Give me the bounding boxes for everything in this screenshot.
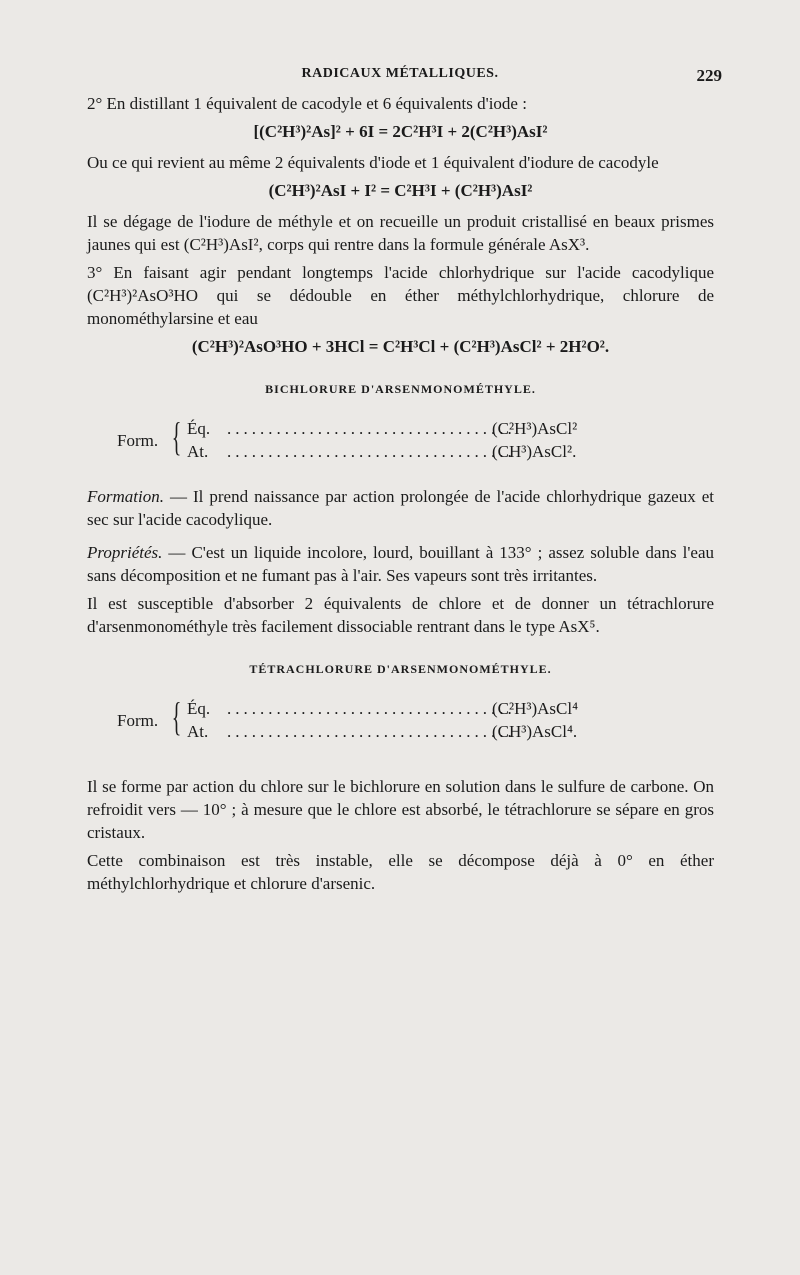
formula-label: Form. — [117, 711, 159, 730]
paragraph: 3° En faisant agir pendant longtemps l'acide chlorhydrique sur l'acide cacodylique (C²H³)²AsO³HO qui se dédouble en éther méthylchlorhydrique, chlorure de monométhylarsine et eau — [87, 263, 714, 328]
page-header — [0, 66, 800, 86]
formula-row-label: At. — [187, 722, 209, 741]
running-title: RADICAUX MÉTALLIQUES. — [301, 66, 499, 81]
formula-value: (C²H³)AsCl⁴ — [492, 699, 579, 718]
formula-block — [87, 413, 714, 469]
paragraph: 2° En distillant 1 équivalent de cacodyle et 6 équivalents d'iode : — [87, 94, 527, 113]
equation: [(C²H³)²As]² + 6I = 2C²H³I + 2(C²H³)AsI² — [253, 122, 548, 141]
equation: (C²H³)²AsO³HO + 3HCl = C²H³Cl + (C²H³)AsCl² + 2H²O². — [191, 337, 610, 356]
paragraph — [87, 541, 714, 587]
page-body — [87, 92, 714, 900]
formula-row-at — [187, 440, 707, 463]
paragraph: Il se forme par action du chlore sur le bichlorure en solution dans le sulfure de carbone. On refroidit vers — 10° ; à mesure que le chlore est absorbé, le tétrachlorure se sépare en gros cristaux. — [87, 777, 714, 842]
formation-heading: Formation. — [87, 487, 164, 506]
formula-value: (CH³)AsCl². — [492, 442, 577, 461]
paragraph — [87, 485, 714, 531]
brace-glyph: { — [171, 414, 182, 459]
equation: (C²H³)²AsI + I² = C²H³I + (C²H³)AsI² — [268, 181, 533, 200]
proprietes-heading: Propriétés. — [87, 543, 163, 562]
paragraph: Ou ce qui revient au même 2 équivalents d'iode et 1 équivalent d'iodure de cacodyle — [87, 153, 659, 172]
section-title: TÉTRACHLORURE D'ARSENMONOMÉTHYLE. — [249, 662, 552, 676]
formation-text: — Il prend naissance par action prolongée de l'acide chlorhydrique gazeux et sec sur l'acide cacodylique. — [87, 487, 714, 529]
paragraph: Il est susceptible d'absorber 2 équivalents de chlore et de donner un tétrachlorure d'arsenmonométhyle très facilement dissociable rentrant dans le type AsX⁵. — [87, 594, 714, 636]
page-number: 229 — [696, 66, 722, 85]
formula-row-label: Éq. — [187, 699, 211, 718]
leader-dots: ................................... — [227, 722, 516, 741]
formula-label: Form. — [117, 431, 159, 450]
leader-dots: ................................... — [227, 419, 516, 438]
paragraph: Il se dégage de l'iodure de méthyle et on recueille un produit cristallisé en beaux prismes jaunes qui est (C²H³)AsI², corps qui rentre dans la formule générale AsX³. — [87, 212, 714, 254]
formula-row-label: At. — [187, 442, 209, 461]
paragraph: Cette combinaison est très instable, elle se décompose déjà à 0° en éther méthylchlorhydrique et chlorure d'arsenic. — [87, 851, 714, 893]
formula-row-at — [187, 720, 707, 743]
brace-glyph: { — [171, 694, 182, 739]
proprietes-text: — C'est un liquide incolore, lourd, bouillant à 133° ; assez soluble dans l'eau sans décomposition et ne fumant pas à l'air. Ses vapeurs sont très irritantes. — [87, 543, 714, 585]
formula-row-label: Éq. — [187, 419, 211, 438]
leader-dots: ................................... — [227, 442, 516, 461]
formula-value: (CH³)AsCl⁴. — [492, 722, 578, 741]
formula-row-eq — [187, 417, 707, 440]
formula-value: (C²H³)AsCl² — [492, 419, 578, 438]
formula-row-eq — [187, 697, 707, 720]
formula-block — [87, 693, 714, 749]
section-title: BICHLORURE D'ARSENMONOMÉTHYLE. — [265, 382, 536, 396]
leader-dots: ................................... — [227, 699, 516, 718]
